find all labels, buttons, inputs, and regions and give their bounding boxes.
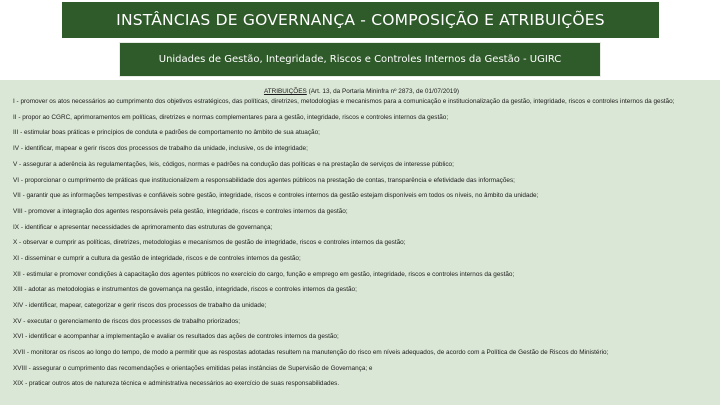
list-item: XVII - monitorar os riscos ao longo do tempo, de modo a permitir que as respostas adotadas resultem na manutenção do risco em níveis adequados, de acordo com a Política de Gestão de Riscos do Ministério; bbox=[13, 349, 609, 357]
list-item: XIV - identificar, mapear, categorizar e gerir riscos dos processos de trabalho da unidade; bbox=[13, 302, 267, 310]
attributions-heading-reference: (Art. 13, da Portaria Mininfra nº 2873, de 01/07/2019) bbox=[306, 88, 460, 95]
list-item: II - propor ao CGRC, aprimoramentos em políticas, diretrizes e normas complementares para a gestão, integridade, riscos e controles internos da gestão; bbox=[13, 113, 449, 121]
list-item: XVIII - assegurar o cumprimento das recomendações e orientações emitidas pelas instâncias de Supervisão de Governança; e bbox=[13, 364, 373, 372]
list-item: VIII - promover a integração dos agentes responsáveis pela gestão, integridade, riscos e controles internos da gestão; bbox=[13, 207, 348, 215]
list-item: III - estimular boas práticas e princípios de conduta e padrões de comportamento no âmbito de sua atuação; bbox=[13, 129, 320, 137]
list-item: XV - executar o gerenciamento de riscos dos processos de trabalho priorizados; bbox=[13, 317, 240, 325]
slide-title: INSTÂNCIAS DE GOVERNANÇA - COMPOSIÇÃO E ATRIBUIÇÕES bbox=[62, 2, 659, 38]
list-item: IV - identificar, mapear e gerir riscos dos processos de trabalho da unidade, inclusive, os de integridade; bbox=[13, 145, 308, 153]
list-item: I - promover os atos necessários ao cumprimento dos objetivos estratégicos, das políticas, diretrizes, metodologias e mecanismos para a comunicação e institucionalização da gestão, integridade, riscos e controles internos da gestão; bbox=[13, 98, 675, 106]
list-item: V - assegurar a aderência às regulamentações, leis, códigos, normas e padrões na condução das políticas e na prestação de serviços de interesse público; bbox=[13, 160, 454, 168]
attributions-heading bbox=[13, 88, 710, 96]
list-item: VII - garantir que as informações tempestivas e confiáveis sobre gestão, integridade, riscos e controles internos da gestão estejam disponíveis em todos os níveis, no âmbito da unidade; bbox=[13, 192, 539, 200]
attributions-heading-label: ATRIBUIÇÕES bbox=[263, 88, 307, 95]
list-item: XVI - identificar e acompanhar a implementação e avaliar os resultados das ações de controles internos da gestão; bbox=[13, 333, 339, 341]
slide-subtitle: Unidades de Gestão, Integridade, Riscos e Controles Internos da Gestão - UGIRC bbox=[120, 43, 600, 76]
list-item: VI - proporcionar o cumprimento de práticas que institucionalizem a responsabilidade dos agentes públicos na prestação de contas, transparência e efetividade das informações; bbox=[13, 176, 515, 184]
list-item: XIX - praticar outros atos de natureza técnica e administrativa necessários ao exercício de suas responsabilidades. bbox=[13, 380, 340, 388]
list-item: IX - identificar e apresentar necessidades de aprimoramento das estruturas de governança; bbox=[13, 223, 273, 231]
list-item: XIII - adotar as metodologias e instrumentos de governança na gestão, integridade, riscos e controles internos da gestão; bbox=[13, 286, 357, 294]
list-item: XI - disseminar e cumprir a cultura da gestão de integridade, riscos e de controles internos da gestão; bbox=[13, 254, 301, 262]
list-item: X - observar e cumprir as políticas, diretrizes, metodologias e mecanismos de gestão de integridade, riscos e controles internos da gestão; bbox=[13, 239, 406, 247]
list-item: XII - estimular e promover condições à capacitação dos agentes públicos no exercício do cargo, função e emprego em gestão, integridade, riscos e controles internos da gestão; bbox=[13, 270, 515, 278]
attributions-text bbox=[13, 88, 710, 396]
content-panel bbox=[0, 80, 720, 405]
